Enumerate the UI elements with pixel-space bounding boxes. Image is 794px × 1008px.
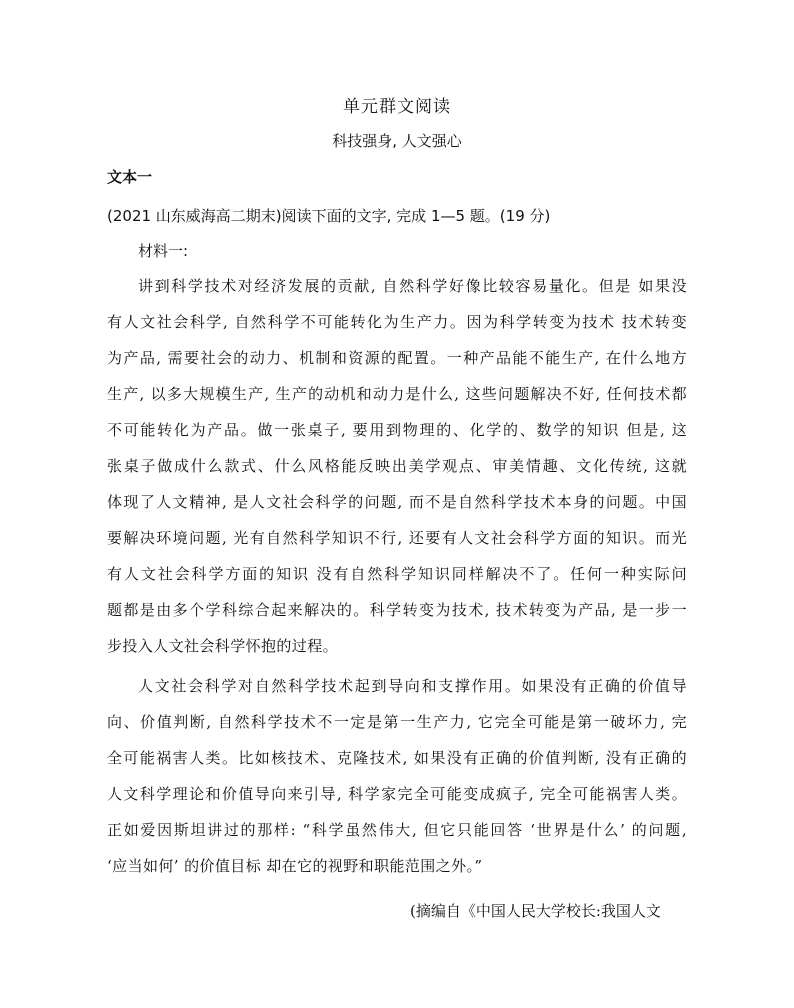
question-intro: (2021 山东威海高二期末)阅读下面的文字, 完成 1—5 题。(19 分) xyxy=(107,207,551,225)
section-heading: 文本一 xyxy=(107,168,153,186)
body-line: 题都是由多个学科综合起来解决的。科学转变为技术, 技术转变为产品, 是一步一 xyxy=(107,601,687,619)
document-subtitle: 科技强身, 人文强心 xyxy=(332,132,462,150)
material-heading: 材料一: xyxy=(138,242,189,260)
body-line: 讲到科学技术对经济发展的贡献, 自然科学好像比较容易量化。但是 如果没 xyxy=(138,277,687,295)
body-line: 要解决环境问题, 光有自然科学知识不行, 还要有人文社会科学方面的知识。而光 xyxy=(107,529,687,547)
body-line: 步投入人文社会科学怀抱的过程。 xyxy=(107,637,339,655)
body-line: 张桌子做成什么款式、什么风格能反映出美学观点、审美情趣、文化传统, 这就 xyxy=(107,457,687,475)
body-line: 体现了人文精神, 是人文社会科学的问题, 而不是自然科学技术本身的问题。中国 xyxy=(107,493,687,511)
body-line: 全可能祸害人类。比如核技术、克隆技术, 如果没有正确的价值判断, 没有正确的 xyxy=(107,749,687,767)
body-line: ‘应当如何’ 的价值目标 却在它的视野和职能范围之外。” xyxy=(107,857,483,875)
body-line: 为产品, 需要社会的动力、机制和资源的配置。一种产品能不能生产, 在什么地方 xyxy=(107,349,687,367)
body-line: 有人文社会科学方面的知识 没有自然科学知识同样解决不了。任何一种实际问 xyxy=(107,565,687,583)
body-line: 生产, 以多大规模生产, 生产的动机和动力是什么, 这些问题解决不好, 任何技术都 xyxy=(107,385,687,403)
body-line: 人文社会科学对自然科学技术起到导向和支撑作用。如果没有正确的价值导 xyxy=(138,677,687,695)
body-line: 不可能转化为产品。做一张桌子, 要用到物理的、化学的、数学的知识 但是, 这 xyxy=(107,421,687,439)
body-line: 有人文社会科学, 自然科学不可能转化为生产力。因为科学转变为技术 技术转变 xyxy=(107,313,687,331)
document-title: 单元群文阅读 xyxy=(343,97,451,117)
body-line: 人文科学理论和价值导向来引导, 科学家完全可能变成疯子, 完全可能祸害人类。 xyxy=(107,785,687,803)
source-note: (摘编自《中国人民大学校长:我国人文 xyxy=(410,902,661,920)
body-line: 正如爱因斯坦讲过的那样: “科学虽然伟大, 但它只能回答 ‘世界是什么’ 的问题, xyxy=(107,821,687,839)
body-line: 向、价值判断, 自然科学技术不一定是第一生产力, 它完全可能是第一破坏力, 完 xyxy=(107,713,687,731)
